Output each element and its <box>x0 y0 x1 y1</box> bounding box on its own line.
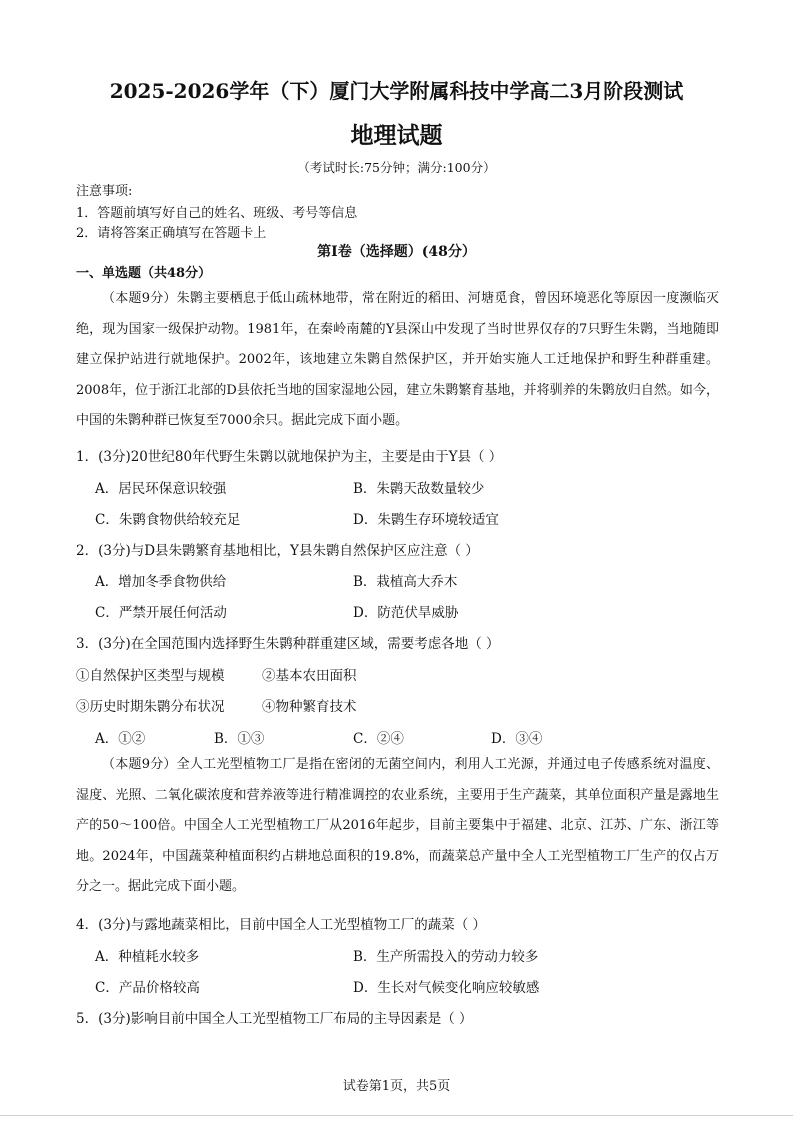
question-4-option-d: D．生长对气候变化响应较敏感 <box>353 980 540 996</box>
question-4-option-b: B．生产所需投入的劳动力较多 <box>353 949 539 965</box>
question-3-option-c: C．②④ <box>353 731 404 747</box>
question-1-option-a: A．居民环保意识较强 <box>95 481 227 497</box>
question-2-option-c: C．严禁开展任何活动 <box>95 605 227 621</box>
question-3-option-d: D．③④ <box>491 731 543 747</box>
part-title: 一、单选题（共48分） <box>76 266 212 281</box>
notice-heading: 注意事项: <box>76 184 133 199</box>
question-1-stem: 1．(3分)20世纪80年代野生朱鹮以就地保护为主，主要是由于Y县（ ） <box>76 449 503 465</box>
question-3-option-b: B．①③ <box>214 731 265 747</box>
question-4-option-c: C．产品价格较高 <box>95 980 200 996</box>
question-4-stem: 4．(3分)与露地蔬菜相比，目前中国全人工光型植物工厂的蔬菜（ ） <box>76 917 487 933</box>
question-2-option-a: A．增加冬季食物供给 <box>95 574 227 590</box>
section-title: 第I卷（选择题）(48分） <box>317 244 476 260</box>
question-3-stem: 3．(3分)在全国范围内选择野生朱鹮种群重建区域，需要考虑各地（ ） <box>76 636 500 652</box>
question-2-option-d: D．防范伏旱威胁 <box>353 605 459 621</box>
question-5-stem: 5．(3分)影响目前中国全人工光型植物工厂布局的主导因素是（ ） <box>76 1011 473 1027</box>
question-3-option-a: A．①② <box>95 731 146 747</box>
question-1-option-c: C．朱鹮食物供给较充足 <box>95 512 241 528</box>
subject-title: 地理试题 <box>350 122 443 149</box>
bottom-divider <box>0 1115 793 1116</box>
question-2-stem: 2．(3分)与D县朱鹮繁育基地相比，Y县朱鹮自然保护区应注意（ ） <box>76 543 479 559</box>
page-footer: 试卷第1页，共5页 <box>342 1079 451 1094</box>
exam-title: 2025-2026学年（下）厦门大学附属科技中学高二3月阶段测试 <box>109 79 684 103</box>
question-4-option-a: A．种植耗水较多 <box>95 949 200 965</box>
notice-item: 1．答题前填写好自己的姓名、班级、考号等信息 <box>76 206 358 221</box>
passage-1: （本题9分）朱鹮主要栖息于低山疏林地带，常在附近的稻田、河塘觅食，曾因环境恶化等原因一度濒临灭绝，现为国家一级保护动物。1981年，在秦岭南麓的Y县深山中发现了当时世界仅存的7只野生朱鹮，当地随即建立保护站进行就地保护。2002年，该地建立朱鹮自然保护区，并开始实施人工迁地保护和野生种群重建。2008年，位于浙江北部的D县依托当地的国家湿地公园，建立朱鹮繁育基地，并将驯养的朱鹮放归自然。如今，中国的朱鹮种群已恢复至7000余只。据此完成下面小题。 <box>76 291 719 428</box>
question-1-option-d: D．朱鹮生存环境较适宜 <box>353 512 499 528</box>
question-3-choice-1: ①自然保护区类型与规模 <box>76 668 225 684</box>
question-3-choice-2: ②基本农田面积 <box>262 668 357 684</box>
question-2-option-b: B．栽植高大乔木 <box>353 574 458 590</box>
exam-info: （考试时长:75分钟；满分:100分） <box>297 160 496 175</box>
passage-2: （本题9分）全人工光型植物工厂是指在密闭的无菌空间内，利用人工光源，并通过电子传感系统对温度、湿度、光照、二氧化碳浓度和营养液等进行精准调控的农业系统，主要用于生产蔬菜，其单位面积产量是露地生产的50～100倍。中国全人工光型植物工厂从2016年起步，目前主要集中于福建、北京、江苏、广东、浙江等地。2024年，中国蔬菜种植面积约占耕地总面积的19.8%，而蔬菜总产量中全人工光型植物工厂生产的仅占万分之一。据此完成下面小题。 <box>76 757 719 894</box>
question-1-option-b: B．朱鹮天敌数量较少 <box>353 481 485 497</box>
question-3-choice-4: ④物种繁育技术 <box>262 699 357 715</box>
notice-item: 2．请将答案正确填写在答题卡上 <box>76 226 267 241</box>
question-3-choice-3: ③历史时期朱鹮分布状况 <box>76 699 225 715</box>
